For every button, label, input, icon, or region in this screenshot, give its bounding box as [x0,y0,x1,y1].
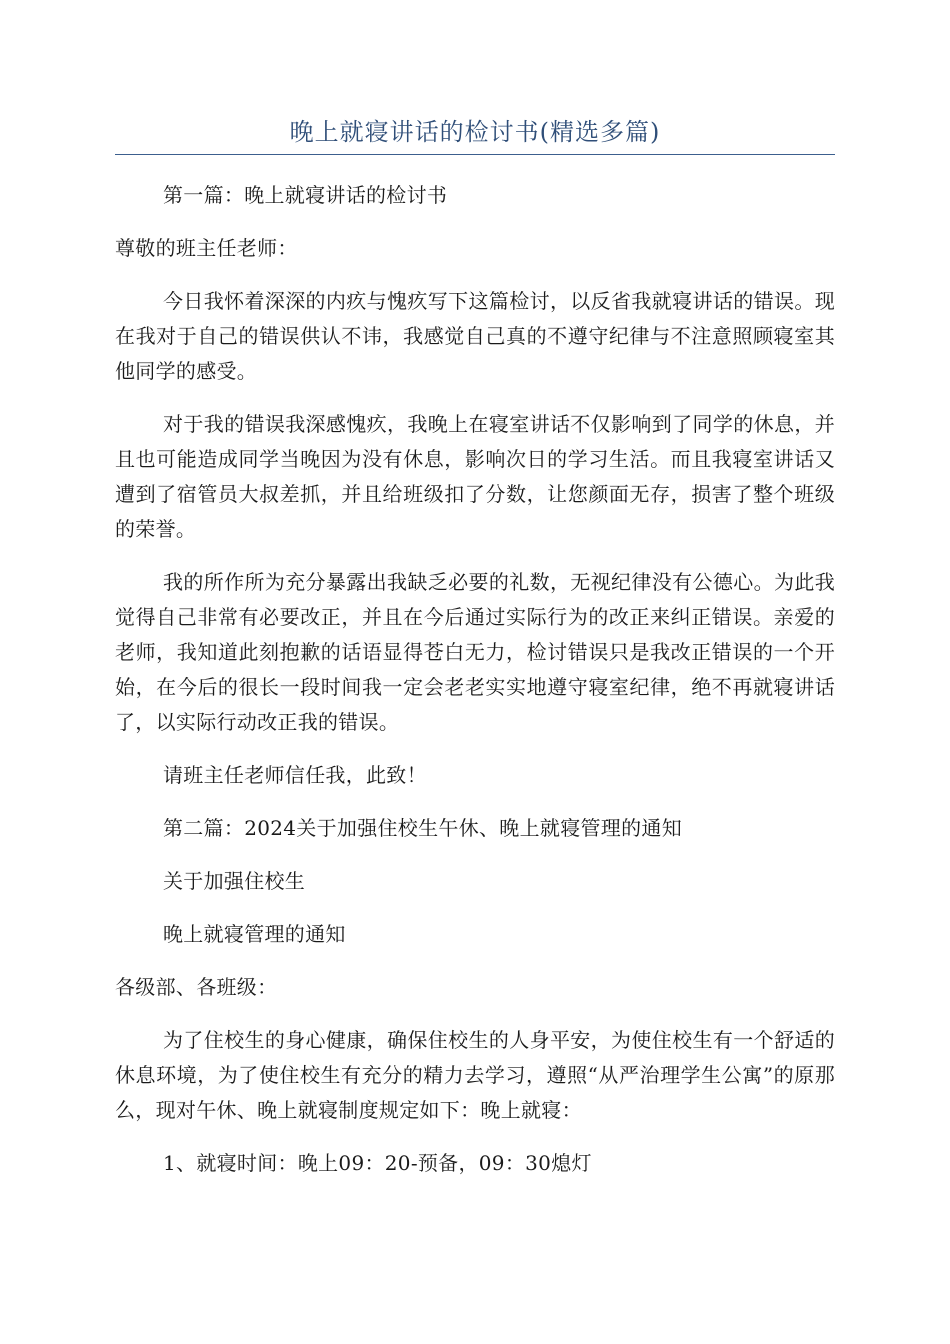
salutation: 尊敬的班主任老师： [115,236,298,260]
document-body [115,178,835,1199]
notice-addressee: 各级部、各班级： [115,975,278,999]
body-paragraph: 为了住校生的身心健康，确保住校生的人身平安，为使住校生有一个舒适的休息环境，为了使住校生有充分的精力去学习，遵照“从严治理学生公寓”的原那么，现对午休、晚上就寝制度规定如下：晚上就寝： [115,1028,835,1122]
body-paragraph: 我的所作所为充分暴露出我缺乏必要的礼数，无视纪律没有公德心。为此我觉得自己非常有必要改正，并且在今后通过实际行为的改正来纠正错误。亲爱的老师，我知道此刻抱歉的话语显得苍白无力，检讨错误只是我改正错误的一个开始，在今后的很长一段时间我一定会老老实实地遵守寝室纪律，绝不再就寝讲话了，以实际行动改正我的错误。 [115,570,835,734]
body-paragraph: 对于我的错误我深感愧疚，我晚上在寝室讲话不仅影响到了同学的休息，并且也可能造成同学当晚因为没有休息，影响次日的学习生活。而且我寝室讲话又遭到了宿管员大叔差抓，并且给班级扣了分数，让您颜面无存，损害了整个班级的荣誉。 [115,412,835,541]
title-underline [115,154,835,155]
notice-title-line-1: 关于加强住校生 [163,869,306,893]
section-heading-2: 第二篇：2024关于加强住校生午休、晚上就寝管理的通知 [163,816,682,840]
body-paragraph: 今日我怀着深深的内疚与愧疚写下这篇检讨，以反省我就寝讲话的错误。现在我对于自己的错误供认不讳，我感觉自己真的不遵守纪律与不注意照顾寝室其他同学的感受。 [115,289,835,383]
section-heading-1: 第一篇：晚上就寝讲话的检讨书 [163,183,448,207]
rule-item-1: 1、就寝时间：晚上09：20-预备，09：30熄灯 [163,1151,592,1175]
closing-line: 请班主任老师信任我，此致！ [163,763,427,787]
document-title: 晚上就寝讲话的检讨书(精选多篇) [289,118,661,146]
notice-title-line-2: 晚上就寝管理的通知 [163,922,346,946]
